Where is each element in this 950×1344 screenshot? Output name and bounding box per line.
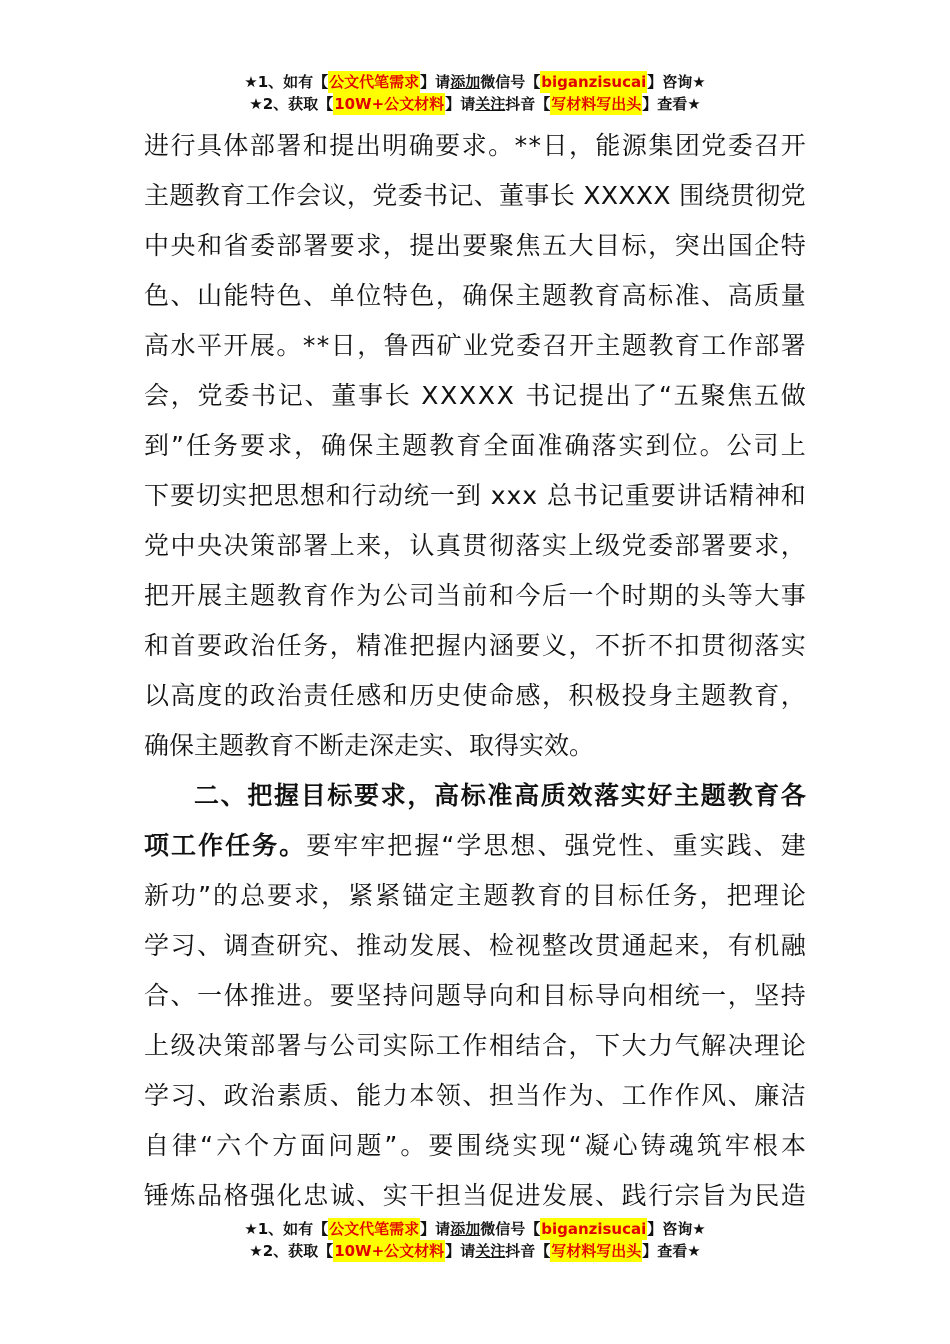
promo-underlined-text: 关注 <box>475 1242 506 1260</box>
promo-underlined-text: 添加 <box>450 1220 481 1238</box>
promo-highlight: 公文代笔需求 <box>329 73 420 91</box>
promo-text: 抖音【 <box>505 1242 551 1260</box>
promo-text: 】请 <box>420 73 451 91</box>
body-line: 高 水 平 开 展 。 * * 日 ， 鲁 西 矿 业 党 委 召 开 主 题 教 育 工 作 部 署 <box>144 331 806 360</box>
body-line: 上 级 决 策 部 署 与 公 司 实 际 工 作 相 结 合 ， 下 大 力 气 解 决 理 论 <box>144 1031 806 1060</box>
promo-text: 】请 <box>420 1220 451 1238</box>
body-line: 锤 炼 品 格 强 化 忠 诚 、 实 干 担 当 促 进 发 展 、 践 行 宗 旨 为 民 造 <box>144 1181 806 1210</box>
promo-text: 】请 <box>445 95 476 113</box>
body-line: 合 、 一 体 推 进 。 要 坚 持 问 题 导 向 和 目 标 导 向 相 统 一 ， 坚 持 <box>144 981 806 1010</box>
body-line: 中 央 和 省 委 部 署 要 求 ， 提 出 要 聚 焦 五 大 目 标 ， 突 出 国 企 特 <box>144 231 806 260</box>
promo-text: 】查看★ <box>642 95 701 113</box>
body-line: 主 题 教 育 工 作 会 议 ， 党 委 书 记 、 董 事 长 X X X X X 围 绕 贯 彻 党 <box>144 181 806 210</box>
promo-highlight: biganzisucai <box>541 1220 647 1238</box>
section-heading: 二 、 把 握 目 标 要 求 ， 高 标 准 高 质 效 落 实 好 主 题 教 育 各 <box>194 781 806 810</box>
body-line: 和 首 要 政 治 任 务 ， 精 准 把 握 内 涵 要 义 ， 不 折 不 扣 贯 彻 落 实 <box>144 631 806 660</box>
body-line: 以 高 度 的 政 治 责 任 感 和 历 史 使 命 感 ， 积 极 投 身 主 题 教 育 ， <box>144 681 806 710</box>
body-line: 会 ， 党 委 书 记 、 董 事 长 X X X X X 书 记 提 出 了 “ 五 聚 焦 五 做 <box>144 381 806 410</box>
promo-highlight: 写材料写出头 <box>551 95 642 113</box>
promo-underlined-text: 添加 <box>450 73 481 91</box>
promo-highlight: biganzisucai <box>541 73 647 91</box>
promo-line-1 <box>0 71 950 93</box>
promo-text: ★2、获取【 <box>249 95 334 113</box>
promo-highlight: 10W+公文材料 <box>334 1242 445 1260</box>
document-body <box>144 121 806 1221</box>
promo-text: 】请 <box>445 1242 476 1260</box>
promo-banner-top <box>0 71 950 115</box>
promo-highlight: 写材料写出头 <box>551 1242 642 1260</box>
promo-text: 微信号【 <box>480 73 541 91</box>
promo-text: ★1、如有【 <box>244 73 329 91</box>
body-line: 进 行 具 体 部 署 和 提 出 明 确 要 求 。 * * 日 ， 能 源 集 团 党 委 召 开 <box>144 131 806 160</box>
promo-highlight: 10W+公文材料 <box>334 95 445 113</box>
promo-highlight: 公文代笔需求 <box>329 1220 420 1238</box>
promo-banner-bottom <box>0 1218 950 1262</box>
body-line: 党 中 央 决 策 部 署 上 来 ， 认 真 贯 彻 落 实 上 级 党 委 部 署 要 求 ， <box>144 531 806 560</box>
promo-line-1 <box>0 1218 950 1240</box>
body-line: 学 习 、 调 查 研 究 、 推 动 发 展 、 检 视 整 改 贯 通 起 来 ， 有 机 融 <box>144 931 806 960</box>
promo-text: ★2、获取【 <box>249 1242 334 1260</box>
body-line: 学 习 、 政 治 素 质 、 能 力 本 领 、 担 当 作 为 、 工 作 作 风 、 廉 洁 <box>144 1081 806 1110</box>
body-line: 新 功 ” 的 总 要 求 ， 紧 紧 锚 定 主 题 教 育 的 目 标 任 务 ， 把 理 论 <box>144 881 806 910</box>
promo-text: 】咨询★ <box>647 73 706 91</box>
body-line: 到 ” 任 务 要 求 ， 确 保 主 题 教 育 全 面 准 确 落 实 到 位 。 公 司 上 <box>144 431 806 460</box>
body-line: 把 开 展 主 题 教 育 作 为 公 司 当 前 和 今 后 一 个 时 期 的 头 等 大 事 <box>144 581 806 610</box>
body-line: 自 律 “ 六 个 方 面 问 题 ” 。 要 围 绕 实 现 “ 凝 心 铸 魂 筑 牢 根 本 <box>144 1131 806 1160</box>
promo-text: 微信号【 <box>480 1220 541 1238</box>
promo-text: 抖音【 <box>505 95 551 113</box>
promo-text: 】查看★ <box>642 1242 701 1260</box>
body-line: 下 要 切 实 把 思 想 和 行 动 统 一 到 x x x 总 书 记 重 要 讲 话 精 神 和 <box>144 481 806 510</box>
promo-text: ★1、如有【 <box>244 1220 329 1238</box>
body-line: 色 、 山 能 特 色 、 单 位 特 色 ， 确 保 主 题 教 育 高 标 准 、 高 质 量 <box>144 281 806 310</box>
promo-line-2 <box>0 93 950 115</box>
promo-text: 】咨询★ <box>647 1220 706 1238</box>
body-line: 确保主题教育不断走深走实、取得实效。 <box>144 731 595 760</box>
body-line: 项 工 作 任 务 。 要 牢 牢 把 握 “ 学 思 想 、 强 党 性 、 重 实 践 、 建 <box>144 831 806 860</box>
promo-underlined-text: 关注 <box>475 95 506 113</box>
promo-line-2 <box>0 1240 950 1262</box>
